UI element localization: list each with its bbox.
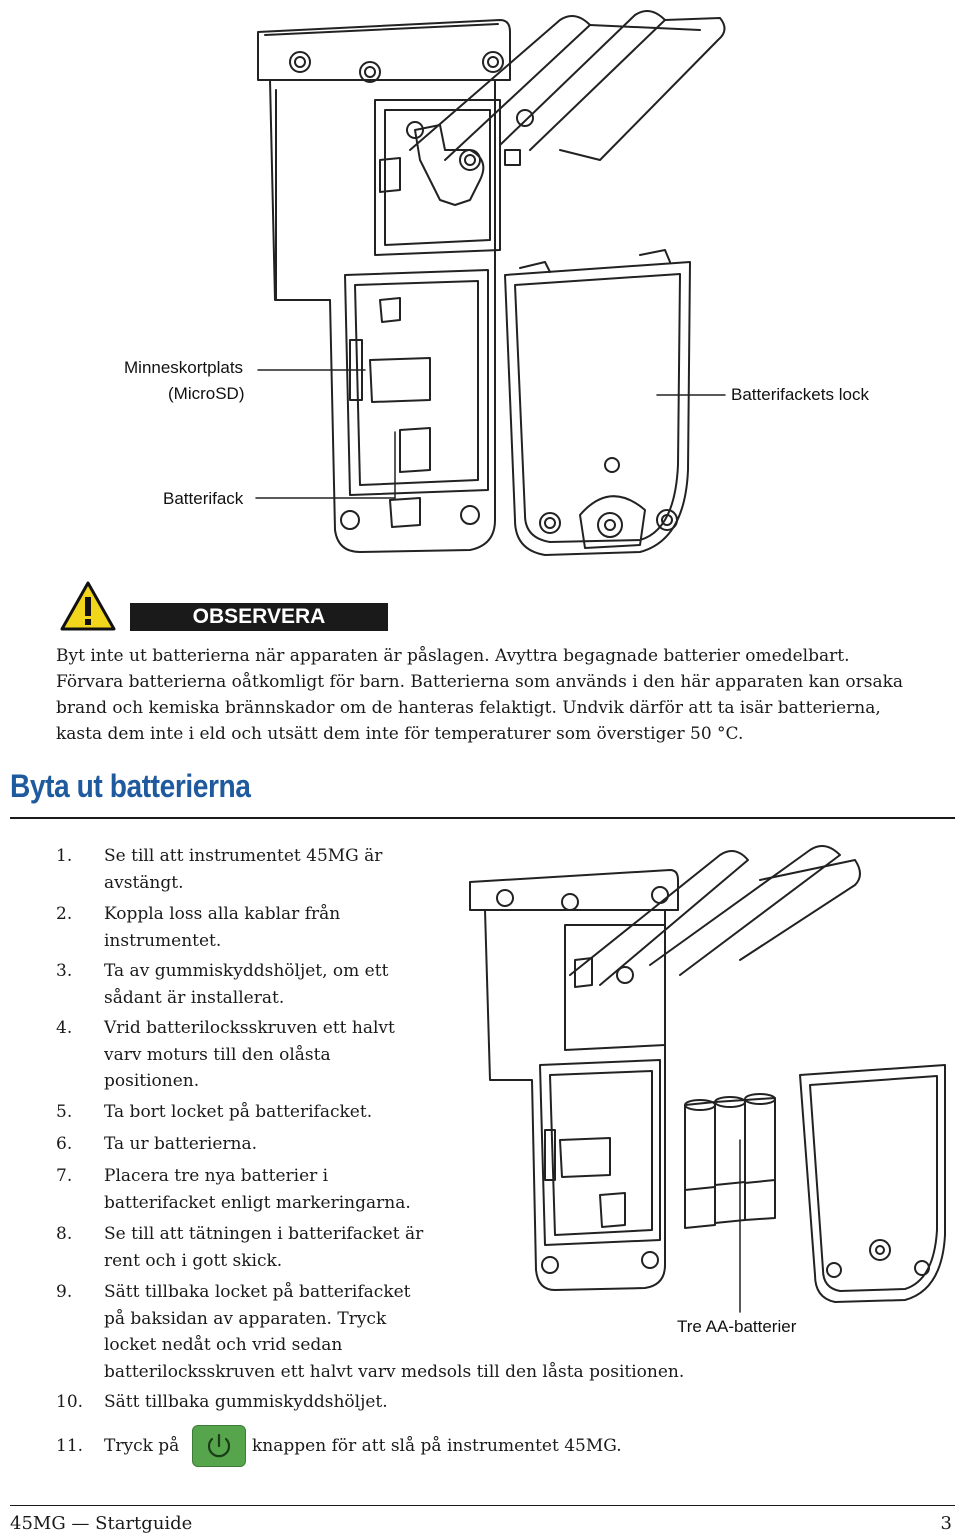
step-text: på baksidan av apparaten. Tryck xyxy=(104,1308,387,1329)
power-button xyxy=(192,1425,246,1467)
step-number: 10. xyxy=(56,1392,84,1412)
step-number: 11. xyxy=(56,1436,84,1456)
step-text: varv moturs till den olåsta xyxy=(104,1044,331,1065)
step-text: batterilocksskruven ett halvt varv medsols till den låsta positionen. xyxy=(104,1361,685,1382)
device-new-batteries-figure xyxy=(460,840,960,1320)
power-icon xyxy=(193,1426,245,1466)
step-text: Tryck på xyxy=(104,1436,180,1456)
step-text: batterifacket enligt markeringarna. xyxy=(104,1192,411,1213)
device-battery-figure-top xyxy=(0,0,960,570)
step-text: positionen. xyxy=(104,1071,200,1091)
warning-icon xyxy=(60,580,116,632)
heading-divider xyxy=(10,817,955,819)
page-number: 3 xyxy=(940,1513,952,1534)
memory-slot-label-line2: (MicroSD) xyxy=(168,384,245,403)
step-text: sådant är installerat. xyxy=(104,987,285,1008)
step-number: 1. xyxy=(56,846,73,866)
step-text: Ta av gummiskyddshöljet, om ett xyxy=(104,961,389,981)
footer-divider xyxy=(10,1505,955,1506)
step-text: Ta ur batterierna. xyxy=(104,1134,258,1154)
step-text: Sätt tillbaka locket på batterifacket xyxy=(104,1282,411,1302)
battery-compartment-label: Batterifack xyxy=(163,489,244,508)
caution-title: OBSERVERA xyxy=(130,603,388,631)
battery-cover-label: Batterifackets lock xyxy=(731,385,869,404)
step-text: avstängt. xyxy=(104,872,184,893)
step-text: instrumentet. xyxy=(104,930,222,951)
step-number: 4. xyxy=(56,1018,73,1038)
aa-batteries-label: Tre AA-batterier xyxy=(677,1317,797,1336)
caution-text xyxy=(56,643,956,747)
step-text: Placera tre nya batterier i xyxy=(104,1166,329,1186)
step-text: Sätt tillbaka gummiskyddshöljet. xyxy=(104,1392,388,1412)
step-text: Ta bort locket på batterifacket. xyxy=(104,1102,373,1122)
step-number: 3. xyxy=(56,961,73,981)
caution-line: brand och kemiska brännskador om de hanteras felaktigt. Undvik därför att ta isär batterierna, xyxy=(56,698,881,718)
step-text: knappen för att slå på instrumentet 45MG. xyxy=(252,1436,622,1456)
step-number: 2. xyxy=(56,904,73,924)
step-number: 7. xyxy=(56,1166,73,1186)
caution-line: Byt inte ut batterierna när apparaten är påslagen. Avyttra begagnade batterier omedelbart. xyxy=(56,646,850,666)
step-text: Se till att tätningen i batterifacket är xyxy=(104,1224,424,1244)
step-number: 5. xyxy=(56,1102,73,1122)
step-text: Vrid batterilocksskruven ett halvt xyxy=(104,1018,395,1038)
caution-line: Förvara batterierna oåtkomligt för barn. Batterierna som används i den här apparaten kan orsaka xyxy=(56,672,904,692)
step-text: rent och i gott skick. xyxy=(104,1250,283,1271)
step-text: Koppla loss alla kablar från xyxy=(104,904,341,924)
section-heading: Byta ut batterierna xyxy=(10,768,251,804)
step-text: Se till att instrumentet 45MG är xyxy=(104,846,383,866)
footer-title: 45MG — Startguide xyxy=(10,1513,193,1534)
memory-slot-label-line1: Minneskortplats xyxy=(124,358,244,377)
step-number: 9. xyxy=(56,1282,73,1302)
caution-line: kasta dem inte i eld och utsätt dem inte för temperaturer som överstiger 50 °C. xyxy=(56,724,744,744)
step-text: locket nedåt och vrid sedan xyxy=(104,1335,343,1355)
step-number: 6. xyxy=(56,1134,73,1154)
step-number: 8. xyxy=(56,1224,73,1244)
